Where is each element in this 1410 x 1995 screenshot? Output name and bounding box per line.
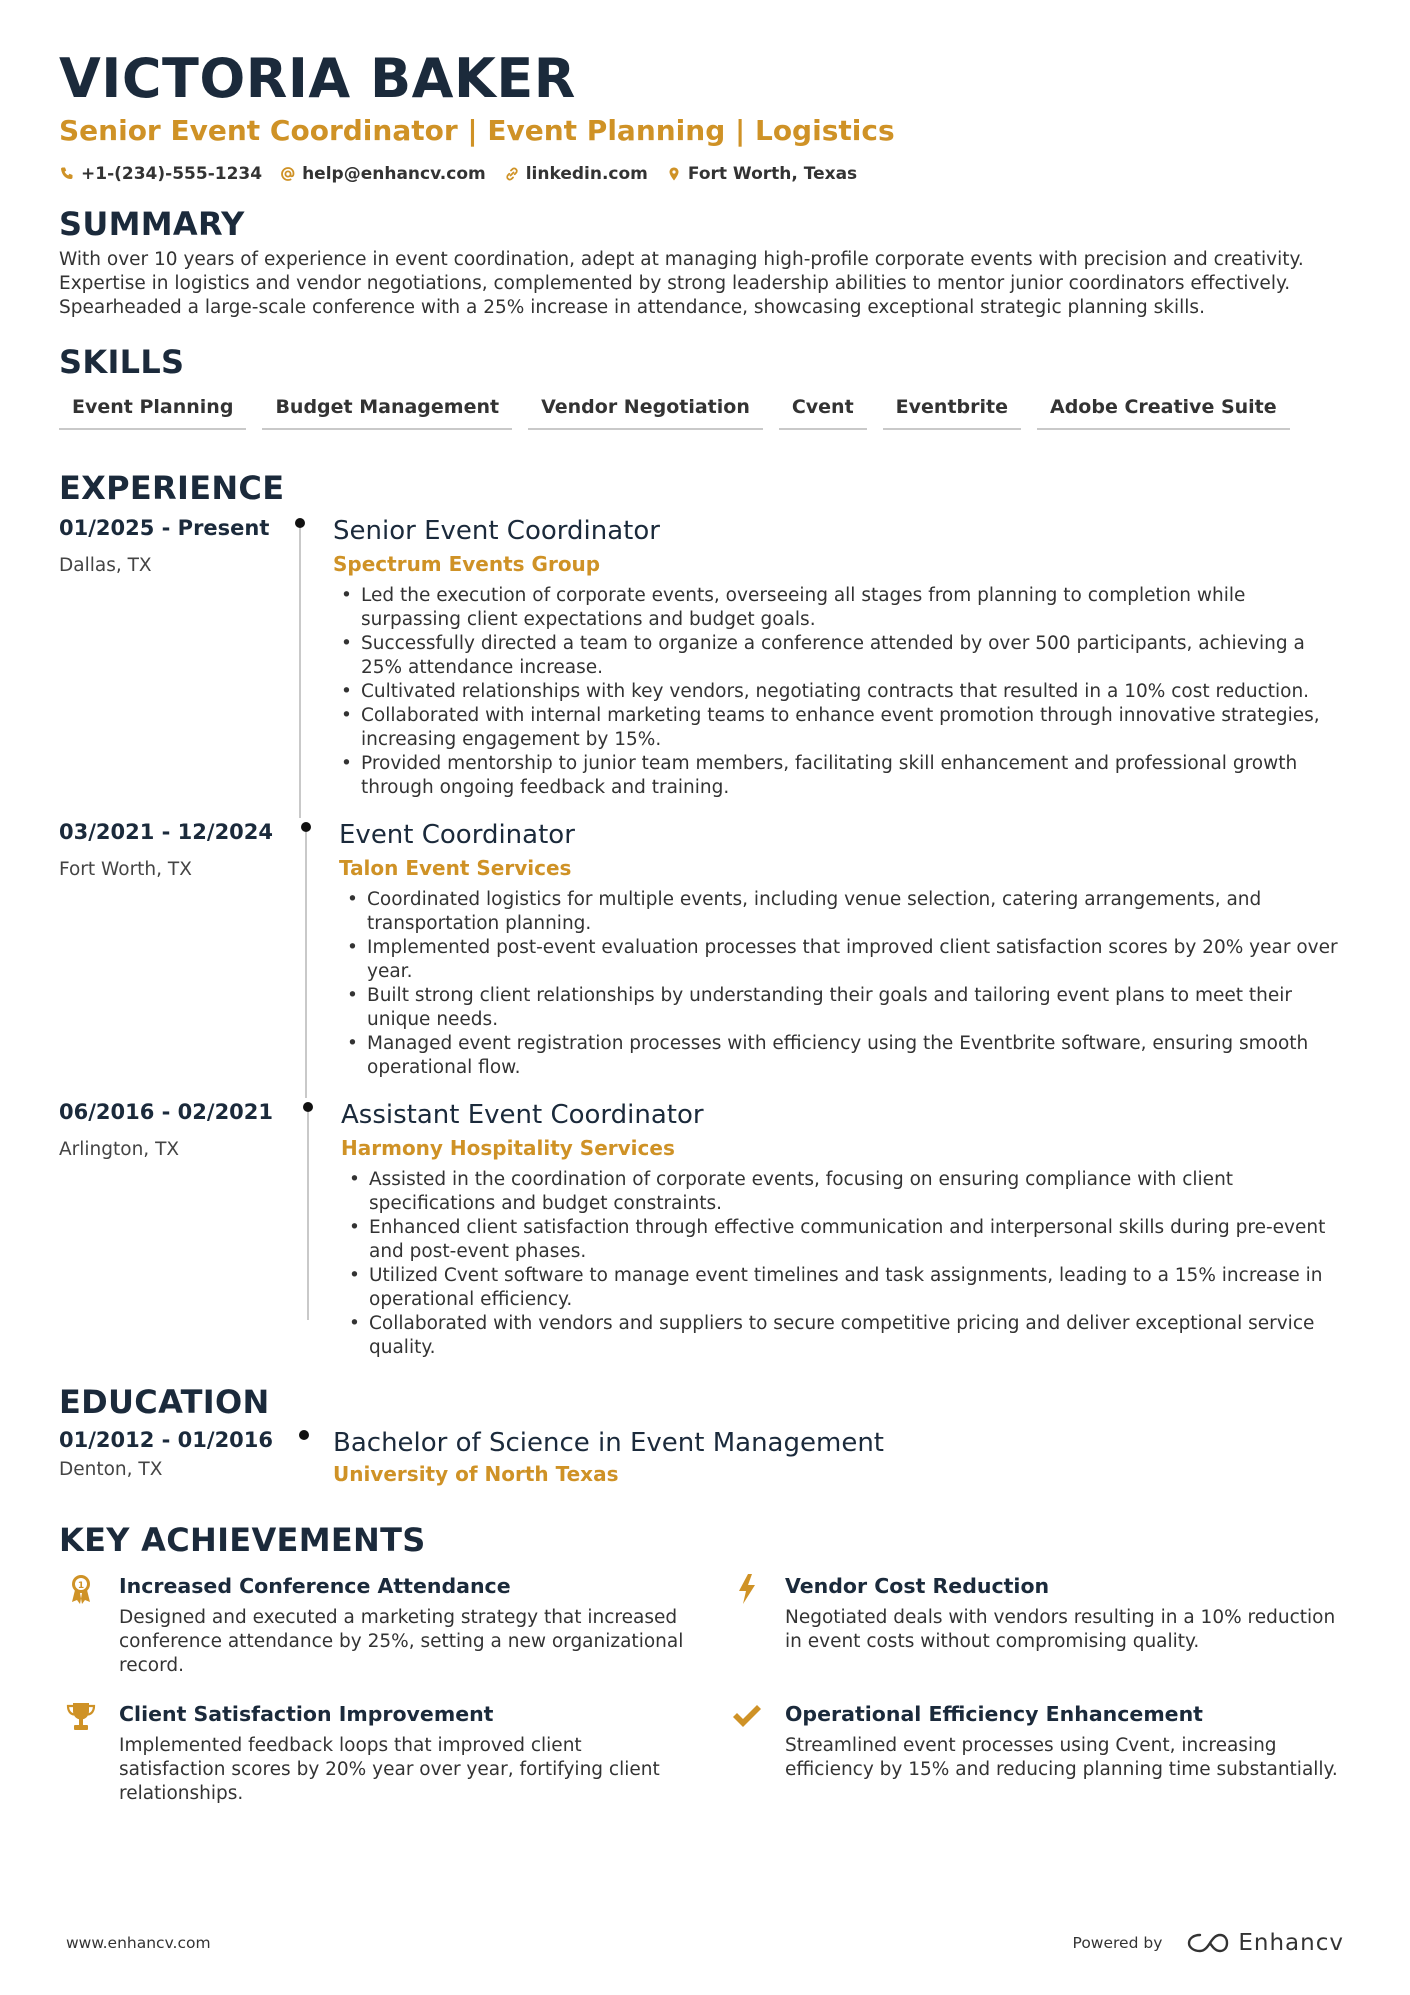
- achievement-title: Increased Conference Attendance: [119, 1574, 511, 1598]
- job-bullets: [341, 1168, 1351, 1360]
- timeline-dot: [295, 518, 305, 528]
- achievement-body: [785, 1700, 1351, 1806]
- degree-title: Bachelor of Science in Event Management: [333, 1428, 884, 1458]
- job-bullet: • Successfully directed a team to organize a conference attended by over 500 participants, achieving a 25% attendance increase.: [333, 632, 1351, 680]
- achievement-body: [119, 1700, 685, 1806]
- summary-title: SUMMARY: [59, 205, 245, 243]
- job-bullet: • Enhanced client satisfaction through effective communication and interpersonal skills during pre-event and post-event phases.: [341, 1216, 1351, 1264]
- location-pin-icon: [666, 166, 682, 182]
- job-bullet: • Provided mentorship to junior team members, facilitating skill enhancement and professional growth through ongoing feedback and training.: [333, 752, 1351, 800]
- job-location: Dallas, TX: [59, 555, 152, 576]
- job-title: Senior Event Coordinator: [333, 516, 660, 546]
- timeline: [295, 1426, 315, 1488]
- timeline-dot: [303, 1102, 313, 1112]
- achievements-section: [59, 1520, 1351, 1806]
- achievement-icon-wrap: [725, 1700, 769, 1806]
- school-name: University of North Texas: [333, 1462, 619, 1486]
- education-entry: [59, 1426, 1351, 1488]
- skills-section: [59, 342, 1351, 430]
- timeline-line: [299, 528, 301, 818]
- experience-title: EXPERIENCE: [59, 469, 285, 507]
- achievement-icon-wrap: [725, 1572, 769, 1678]
- job-company: Spectrum Events Group: [333, 552, 601, 576]
- job-meta: [59, 514, 291, 800]
- contact-bar: [59, 162, 1351, 186]
- headline: Senior Event Coordinator | Event Planning | Logistics: [59, 114, 895, 147]
- achievement-desc: Negotiated deals with vendors resulting in a 10% reduction in event costs without compromising quality.: [785, 1607, 1336, 1652]
- candidate-name: VICTORIA BAKER: [59, 47, 576, 110]
- email-text: help@enhancv.com: [302, 164, 486, 184]
- job-bullet: • Led the execution of corporate events, overseeing all stages from planning to completion while surpassing client expectations and budget goals.: [333, 584, 1351, 632]
- job-entry: [59, 1098, 1351, 1360]
- job-date: 03/2021 - 12/2024: [59, 820, 274, 844]
- achievement-item: [725, 1572, 1351, 1678]
- skills-title: SKILLS: [59, 343, 185, 381]
- timeline-line: [307, 1112, 309, 1320]
- achievement-title: Client Satisfaction Improvement: [119, 1702, 494, 1726]
- job-company: Talon Event Services: [339, 856, 572, 880]
- education-title: EDUCATION: [59, 1383, 270, 1421]
- svg-text:1: 1: [77, 1581, 85, 1591]
- skill-tag: Vendor Negotiation: [528, 394, 763, 430]
- achievement-item: [59, 1572, 685, 1678]
- enhancv-logo-icon: [1186, 1931, 1230, 1955]
- skill-tag: Eventbrite: [883, 394, 1021, 430]
- skill-tag: Budget Management: [262, 394, 512, 430]
- timeline: [297, 818, 317, 1080]
- job-title: Event Coordinator: [339, 820, 575, 850]
- job-date: 06/2016 - 02/2021: [59, 1100, 274, 1124]
- contact-location: [666, 162, 857, 186]
- job-location: Fort Worth, TX: [59, 859, 192, 880]
- footer-url[interactable]: www.enhancv.com: [66, 1934, 211, 1952]
- timeline: [291, 514, 311, 800]
- contact-phone[interactable]: [59, 162, 262, 186]
- job-details: [319, 1098, 1351, 1360]
- link-icon: [504, 166, 520, 182]
- location-text: Fort Worth, Texas: [687, 164, 858, 184]
- timeline-line: [305, 832, 307, 1098]
- job-meta: [59, 818, 297, 1080]
- achievement-desc: Designed and executed a marketing strategy that increased conference attendance by 25%, setting a new organizational record.: [119, 1607, 684, 1676]
- header: [59, 48, 1351, 186]
- footer-branding: [1073, 1930, 1344, 1956]
- brand-name: Enhancv: [1238, 1930, 1344, 1956]
- job-bullet: • Coordinated logistics for multiple events, including venue selection, catering arrangements, and transportation planning.: [339, 888, 1351, 936]
- skill-tag: Event Planning: [59, 394, 246, 430]
- education-date: 01/2012 - 01/2016: [59, 1428, 274, 1452]
- education-details: [315, 1426, 1351, 1488]
- achievement-desc: Implemented feedback loops that improved client satisfaction scores by 20% year over year, fortifying client relationships.: [119, 1735, 660, 1804]
- at-icon: [280, 166, 296, 182]
- timeline-dot: [301, 822, 311, 832]
- achievement-title: Vendor Cost Reduction: [785, 1574, 1050, 1598]
- contact-linkedin[interactable]: [504, 162, 648, 186]
- achievement-icon-wrap: [59, 1700, 103, 1806]
- job-meta: [59, 1098, 299, 1360]
- contact-email[interactable]: [280, 162, 486, 186]
- bolt-icon: [730, 1572, 764, 1606]
- achievement-icon-wrap: [59, 1572, 103, 1678]
- job-bullet: • Utilized Cvent software to manage event timelines and task assignments, leading to a 15% increase in operational efficiency.: [341, 1264, 1351, 1312]
- achievement-body: [119, 1572, 685, 1678]
- job-bullet: • Cultivated relationships with key vendors, negotiating contracts that resulted in a 10% cost reduction.: [333, 680, 1351, 704]
- job-entry: [59, 514, 1351, 800]
- skill-tag: Cvent: [779, 394, 867, 430]
- achievement-title: Operational Efficiency Enhancement: [785, 1702, 1203, 1726]
- timeline: [299, 1098, 319, 1360]
- timeline-dot: [299, 1430, 309, 1440]
- education-location: Denton, TX: [59, 1459, 163, 1480]
- medal-icon: [64, 1572, 98, 1606]
- job-details: [317, 818, 1351, 1080]
- job-company: Harmony Hospitality Services: [341, 1136, 675, 1160]
- summary-section: [59, 204, 1351, 320]
- phone-text: +1-(234)-555-1234: [81, 164, 263, 184]
- powered-by-label: Powered by: [1072, 1934, 1163, 1952]
- education-section: [59, 1382, 1351, 1488]
- job-location: Arlington, TX: [59, 1139, 180, 1160]
- job-date: 01/2025 - Present: [59, 516, 270, 540]
- achievement-desc: Streamlined event processes using Cvent, increasing efficiency by 15% and reducing planning time substantially.: [785, 1735, 1338, 1780]
- skill-tag: Adobe Creative Suite: [1037, 394, 1290, 430]
- job-bullet: • Assisted in the coordination of corporate events, focusing on ensuring compliance with client specifications and budget constraints.: [341, 1168, 1351, 1216]
- achievement-body: [785, 1572, 1351, 1678]
- achievements-grid: [59, 1572, 1351, 1806]
- linkedin-text: linkedin.com: [525, 164, 648, 184]
- job-entry: [59, 818, 1351, 1080]
- phone-icon: [59, 166, 75, 182]
- skill-list: [59, 394, 1351, 430]
- footer: [66, 1930, 1344, 1956]
- achievements-title: KEY ACHIEVEMENTS: [59, 1521, 426, 1559]
- job-title: Assistant Event Coordinator: [341, 1100, 704, 1130]
- job-bullets: [339, 888, 1351, 1080]
- job-bullet: • Collaborated with internal marketing teams to enhance event promotion through innovative strategies, increasing engagement by 15%.: [333, 704, 1351, 752]
- job-bullet: • Implemented post-event evaluation processes that improved client satisfaction scores by 20% year over year.: [339, 936, 1351, 984]
- summary-text: With over 10 years of experience in event coordination, adept at managing high-profile corporate events with precision and creativity. Expertise in logistics and vendor negotiations, complemented by strong leadership abilities to mentor junior coordinators effectively. Spearheaded a large-scale conference with a 25% increase in attendance, showcasing exceptional strategic planning skills.: [59, 249, 1304, 318]
- achievement-item: [725, 1700, 1351, 1806]
- job-bullet: • Managed event registration processes with efficiency using the Eventbrite software, ensuring smooth operational flow.: [339, 1032, 1351, 1080]
- experience-section: [59, 468, 1351, 1360]
- achievement-item: [59, 1700, 685, 1806]
- job-bullet: • Collaborated with vendors and suppliers to secure competitive pricing and deliver exceptional service quality.: [341, 1312, 1351, 1360]
- job-bullets: [333, 584, 1351, 800]
- enhancv-logo[interactable]: [1186, 1930, 1344, 1956]
- job-details: [311, 514, 1351, 800]
- education-meta: [59, 1426, 295, 1488]
- check-icon: [730, 1700, 764, 1734]
- job-bullet: • Built strong client relationships by understanding their goals and tailoring event plans to meet their unique needs.: [339, 984, 1351, 1032]
- trophy-icon: [64, 1700, 98, 1734]
